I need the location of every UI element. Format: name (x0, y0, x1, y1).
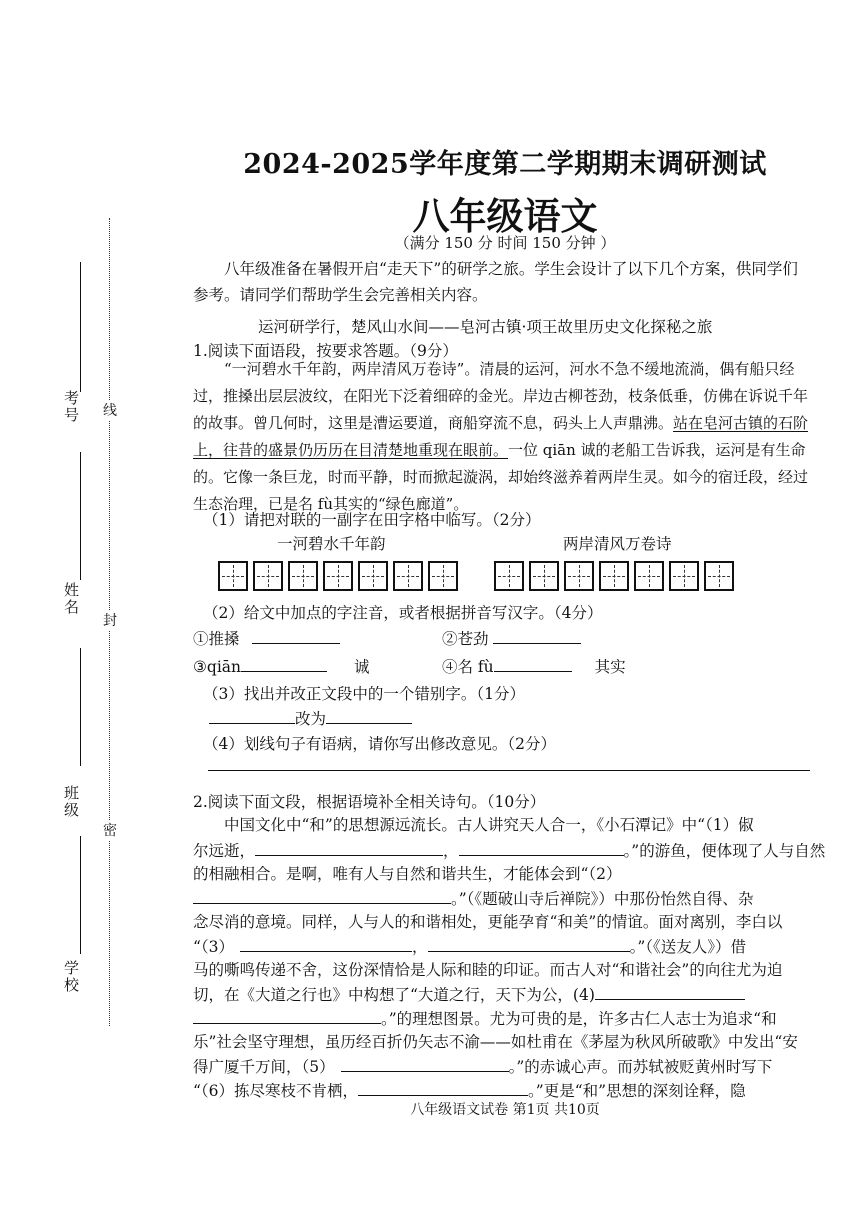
item3-blank[interactable] (241, 653, 327, 672)
blank-4a[interactable] (595, 981, 745, 1000)
tianzige-cell[interactable] (358, 561, 388, 591)
q1-item4 (442, 653, 626, 681)
q1-sub4: （4）划线句子有语病，请你写出修改意见。（2分） (203, 735, 556, 753)
banji-line[interactable] (80, 648, 81, 766)
q2-text: 马的嘶鸣传递不舍，这份深情恰是人际和睦的印证。而古人对“和谐社会”的向往尤为迫 (193, 961, 783, 979)
item4-tail: 其实 (594, 658, 626, 676)
q2-text: 切，在《大道之行也》中构想了“大道之行，天下为公，(4) (193, 986, 595, 1004)
blank-1a[interactable] (255, 837, 443, 856)
q2-text: 。”（《送友人》）借 (629, 938, 746, 956)
q1-item2 (442, 625, 581, 653)
seal-char-mi: 密 (103, 820, 117, 840)
q2-text: “（3） (193, 938, 235, 956)
tianzige-cell[interactable] (564, 561, 594, 591)
q2-heading: 2.阅读下面文段，根据语境补全相关诗句。（10分） (193, 793, 546, 811)
couplet-right: 两岸清风万卷诗 (563, 535, 672, 553)
q2-line5 (193, 909, 782, 936)
route-title: 运河研学行，楚风山水间——皂河古镇·项王故里历史文化探秘之旅 (258, 318, 713, 336)
q1-sub1: （1）请把对联的一副字在田字格中临写。（2分） (203, 511, 541, 529)
kaohao-label: 考号 (64, 389, 80, 424)
xuexiao-label: 学校 (64, 959, 80, 994)
intro-paragraph: 八年级准备在暑假开启“走天下”的研学之旅。学生会设计了以下几个方案，供同学们参考。请同学们帮助学生会完善相关内容。 (193, 260, 798, 304)
tianzige-cell[interactable] (669, 561, 699, 591)
q2-text: 乐”社会坚守理想，虽历经百折仍矢志不渝——如杜甫在《茅屋为秋风所破歌》中发出“安 (193, 1033, 798, 1051)
kaohao-line[interactable] (80, 262, 81, 392)
banji-label: 班级 (64, 784, 80, 819)
blank-3b[interactable] (428, 933, 630, 952)
q2-text: ， (412, 938, 428, 956)
q2-line7 (193, 957, 782, 984)
seal-char-xian: 线 (103, 400, 117, 420)
blank-5[interactable] (341, 1053, 509, 1072)
q2-text: “（6）拣尽寒枝不肯栖， (193, 1082, 359, 1100)
q1-passage-b: 一位 qiān 诚的老船工告诉我，运河是有生命的。它像一条巨龙，时而平静，时而掀起漩涡，却始终滋养着两岸生灵。如今的宿迁段，经过生态治理，已是名 fù其实的“绿色廊道”。 (193, 441, 809, 513)
tianzige-cell[interactable] (599, 561, 629, 591)
item2-blank[interactable] (493, 625, 581, 644)
q1-sub3: （3）找出并改正文段中的一个错别字。（1分） (203, 685, 525, 703)
q1-underlined-sentence: 站在皂河古镇的石阶上，往昔的盛景仍历历在目清楚地重现在眼前。 (193, 414, 809, 459)
xuexiao-line[interactable] (80, 836, 81, 954)
q2-text: 得广厦千万间，（5） (193, 1058, 335, 1076)
q2-text: 尔远逝， (193, 842, 256, 860)
q2-text: 中国文化中“和”的思想源远流长。古人讲究天人合一，《小石潭记》中“（1）俶 (224, 816, 754, 834)
tianzige-left[interactable] (218, 561, 458, 591)
tianzige-cell[interactable] (704, 561, 734, 591)
q2-text: 念尽消的意境。同样，人与人的和谐相处，更能孕育“和美”的情谊。面对离别，李白以 (193, 913, 783, 931)
item3-tail: 诚 (353, 658, 370, 676)
tianzige-cell[interactable] (529, 561, 559, 591)
q2-line3 (193, 861, 622, 888)
q2-text: 。”的游鱼，便体现了人与自然 (623, 842, 826, 860)
correction-blank[interactable] (326, 705, 412, 724)
exam-meta: （满分 150 分 时间 150 分钟 ） (394, 234, 616, 252)
change-to-label: 改为 (295, 710, 327, 728)
q2-text: ， (443, 842, 459, 860)
blank-6[interactable] (358, 1077, 528, 1096)
tianzige-cell[interactable] (428, 561, 458, 591)
q2-text: 。”（《题破山寺后禅院》）中那份怡然自得、杂 (451, 890, 754, 908)
q1-item3 (193, 653, 369, 681)
q2-text: 。”的赤诚心声。而苏轼被贬黄州时写下 (508, 1058, 773, 1076)
tianzige-cell[interactable] (253, 561, 283, 591)
q2-line1 (224, 812, 754, 839)
tianzige-cell[interactable] (494, 561, 524, 591)
q2-text: 的相融相合。是啊，唯有人与自然和谐共生，才能体会到“（2） (193, 865, 622, 883)
item4-blank[interactable] (494, 653, 572, 672)
item2-label: ②苍劲 (442, 630, 489, 648)
tianzige-cell[interactable] (634, 561, 664, 591)
tianzige-cell[interactable] (393, 561, 423, 591)
q1-passage-a: “一河碧水千年韵，两岸清风万卷诗”。清晨的运河，河水不急不缓地流淌，偶有船只经过，推搡出层层波纹，在阳光下泛着细碎的金光。岸边古柳苍劲，枝条低垂，仿佛在诉说千年的故事。曾几何时，这里是漕运要道，商船穿流不息，码头上人声鼎沸。 (193, 360, 809, 432)
exam-title: 2024-2025学年度第二学期期末调研测试 (243, 149, 767, 180)
typo-blank[interactable] (209, 705, 295, 724)
q2-text: 。”的理想图景。尤为可贵的是，许多古仁人志士为追求“和 (381, 1010, 777, 1028)
blank-3a[interactable] (240, 933, 412, 952)
xingming-label: 姓名 (64, 581, 80, 616)
q2-text: 。”更是“和”思想的深刻诠释，隐 (528, 1082, 746, 1100)
q1-sub2: （2）给文中加点的字注音，或者根据拼音写汉字。（4分） (203, 604, 603, 622)
tianzige-cell[interactable] (288, 561, 318, 591)
q2-line10 (193, 1029, 798, 1056)
q1-item1 (193, 625, 340, 653)
q1-passage (193, 356, 813, 518)
tianzige-right[interactable] (494, 561, 734, 591)
q1-heading: 1.阅读下面语段，按要求答题。（9分） (193, 342, 458, 360)
blank-2[interactable] (193, 885, 451, 904)
exam-subject: 八年级语文 (412, 195, 598, 238)
tianzige-cell[interactable] (323, 561, 353, 591)
page-footer: 八年级语文试卷 第1页 共10页 (410, 1102, 600, 1118)
seal-char-feng: 封 (103, 610, 117, 630)
q1-sub3-answer (209, 705, 412, 733)
blank-1b[interactable] (459, 837, 624, 856)
item1-label: ①推搡 (193, 630, 240, 648)
q1-sub4-answer-line[interactable] (208, 770, 810, 771)
couplet-left: 一河碧水千年韵 (277, 535, 386, 553)
blank-4b[interactable] (193, 1005, 381, 1024)
item3-label: ③qiān (193, 658, 241, 676)
xingming-line[interactable] (80, 452, 81, 580)
tianzige-cell[interactable] (218, 561, 248, 591)
item1-blank[interactable] (252, 625, 340, 644)
item4-label: ④名 fù (442, 658, 494, 676)
